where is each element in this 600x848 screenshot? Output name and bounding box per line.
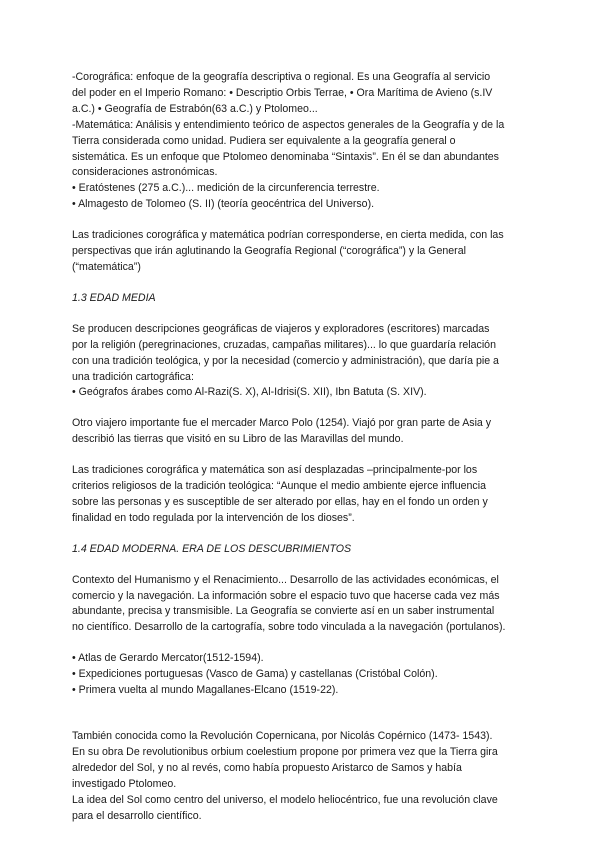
bullet-item: • Geógrafos árabes como Al-Razi(S. X), Al-Idrisi(S. XII), Ibn Batuta (S. XIV). [72, 386, 427, 399]
paragraph-copernico [72, 729, 530, 824]
spacer [72, 699, 530, 714]
paragraph-corografica [72, 70, 530, 213]
bullet-item: • Primera vuelta al mundo Magallanes-Elcano (1519-22). [72, 684, 339, 697]
text-line: describió las tierras que visitó en su Libro de las Maravillas del mundo. [72, 433, 404, 446]
section-heading-edad-media: 1.3 EDAD MEDIA [72, 291, 156, 304]
text-line: del poder en el Imperio Romano: • Descriptio Orbis Terrae, • Ora Marítima de Avieno (s.IV [72, 86, 493, 99]
text-line: abundante, precisa y transmisible. La Geografía se convierte así en un saber instrumental [72, 605, 495, 618]
text-line: no científico. Desarrollo de la cartografía, sobre todo vinculada a la navegación (portulanos). [72, 621, 506, 634]
text-line: para el desarrollo científico. [72, 809, 202, 822]
text-line: En su obra De revolutionibus orbium coelestium propone por primera vez que la Tierra gira [72, 745, 498, 758]
text-line: Las tradiciones corográfica y matemática podrían corresponderse, en cierta medida, con las [72, 229, 504, 242]
spacer [72, 714, 530, 729]
text-line: consideraciones astronómicas. [72, 166, 218, 179]
spacer [72, 401, 530, 416]
text-line: También conocida como la Revolución Copernicana, por Nicolás Copérnico (1473- 1543). [72, 730, 493, 742]
text-line: (“matemática”) [72, 260, 141, 273]
spacer [72, 276, 530, 291]
text-line: criterios religiosos de la tradición teológica: “Aunque el medio ambiente ejerce influencia [72, 480, 486, 493]
text-line: -Matemática: Análisis y entendimiento teórico de aspectos generales de la Geografía y de la [72, 118, 505, 131]
text-line: perspectivas que irán aglutinando la Geografía Regional (“corográfica”) y la General [72, 245, 466, 258]
text-line: alrededor del Sol, y no al revés, como había propuesto Aristarco de Samos y había [72, 761, 462, 774]
text-line: por la religión (peregrinaciones, cruzadas, campañas militares)... lo que guardaría relación [72, 338, 496, 351]
text-line: comercio y la navegación. La información sobre el espacio tuvo que hacerse cada vez más [72, 589, 500, 602]
paragraph-marco-polo [72, 416, 530, 448]
spacer [72, 527, 530, 542]
bullet-item: • Expediciones portuguesas (Vasco de Gama) y castellanas (Cristóbal Colón). [72, 668, 438, 681]
spacer [72, 448, 530, 463]
spacer [72, 213, 530, 228]
text-line: Contexto del Humanismo y el Renacimiento... Desarrollo de las actividades económicas, el [72, 573, 499, 586]
text-line: La idea del Sol como centro del universo, el modelo heliocéntrico, fue una revolución clave [72, 793, 498, 806]
text-line: una tradición cartográfica: [72, 370, 194, 383]
text-line: -Corográfica: enfoque de la geografía descriptiva o regional. Es una Geografía al servicio [72, 71, 491, 83]
paragraph-edad-media [72, 322, 530, 402]
text-line: sobre las personas y es susceptible de ser alterado por ellas, hay en el fondo un orden y [72, 495, 488, 508]
paragraph-renacimiento [72, 573, 530, 637]
text-line: finalidad en todo regulada por la intervención de los dioses”. [72, 511, 355, 524]
paragraph-traditions [72, 228, 530, 276]
paragraph-tradicion-teologica [72, 463, 530, 527]
spacer [72, 636, 530, 651]
text-line: sistemática. Es un enfoque que Ptolomeo denominaba “Sintaxis”. En él se dan abundantes [72, 150, 499, 163]
spacer [72, 307, 530, 322]
text-line: Se producen descripciones geográficas de viajeros y exploradores (escritores) marcadas [72, 322, 490, 335]
text-line: Otro viajero importante fue el mercader Marco Polo (1254). Viajó por gran parte de Asia y [72, 417, 492, 430]
text-line: Tierra considerada como unidad. Pudiera ser equivalente a la geografía general o [72, 134, 456, 147]
bullet-item: • Atlas de Gerardo Mercator(1512-1594). [72, 652, 264, 665]
section-heading-edad-moderna: 1.4 EDAD MODERNA. ERA DE LOS DESCUBRIMIENTOS [72, 542, 352, 555]
bullet-item: • Eratóstenes (275 a.C.)... medición de la circunferencia terrestre. [72, 182, 380, 195]
spacer [72, 558, 530, 573]
text-line: con una tradición teológica, y por la necesidad (comercio y administración), que daría pie a [72, 354, 499, 367]
text-line: investigado Ptolomeo. [72, 777, 177, 790]
bullet-item: • Almagesto de Tolomeo (S. II) (teoría geocéntrica del Universo). [72, 198, 375, 211]
bullet-list-descubrimientos [72, 651, 530, 699]
text-line: a.C.) • Geografía de Estrabón(63 a.C.) y Ptolomeo... [72, 102, 318, 115]
text-line: Las tradiciones corográfica y matemática son así desplazadas –principalmente-por los [72, 464, 478, 477]
document-page [72, 70, 530, 824]
